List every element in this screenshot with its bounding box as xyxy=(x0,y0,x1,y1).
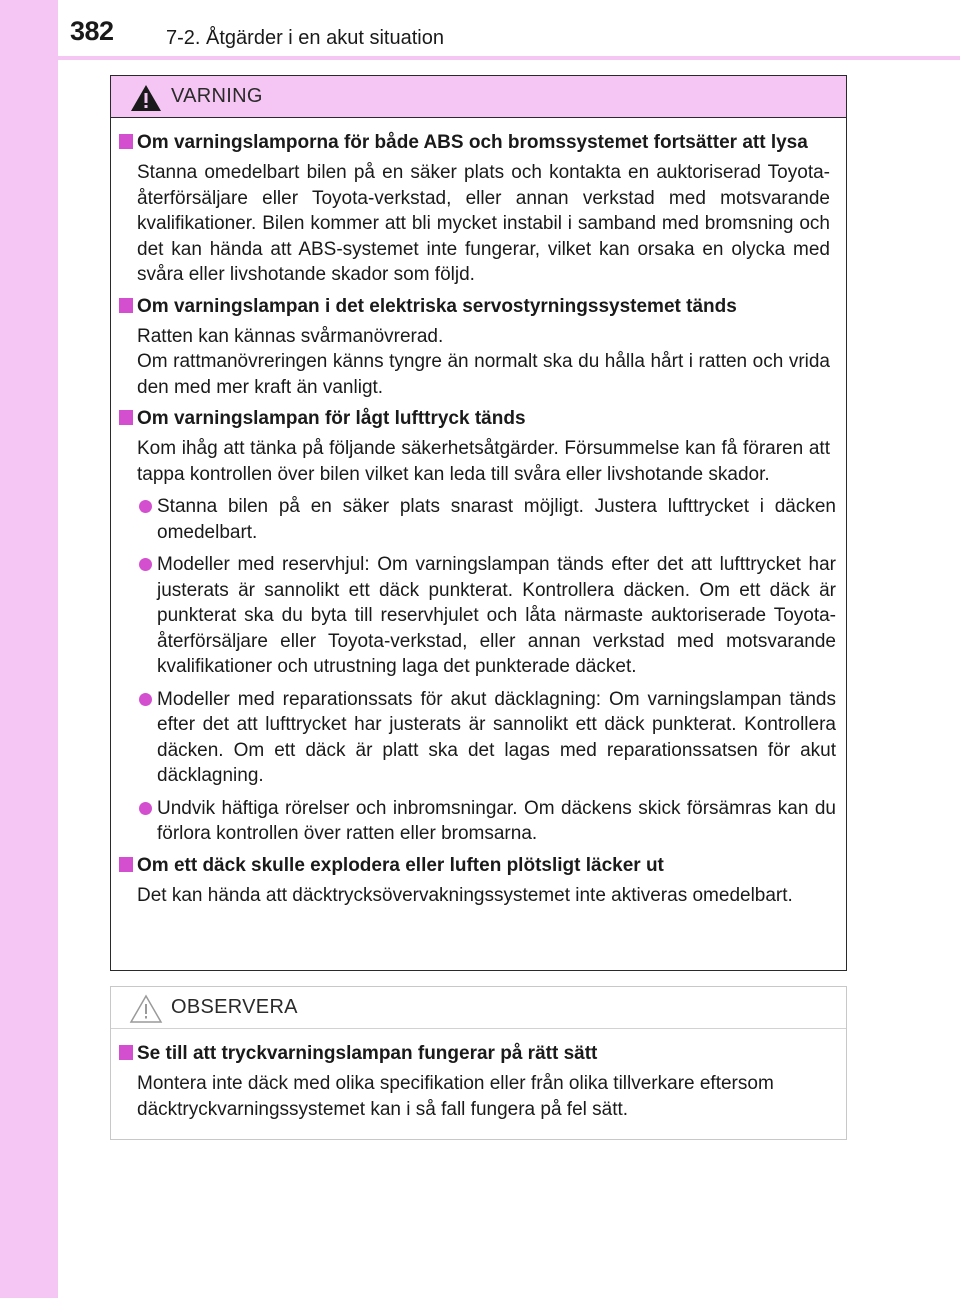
warning-triangle-filled-icon xyxy=(129,83,163,113)
warning-item xyxy=(119,406,836,847)
square-bullet-icon xyxy=(119,298,133,313)
notice-label: OBSERVERA xyxy=(171,996,298,1018)
round-bullet-icon xyxy=(139,558,152,571)
item-heading-text: Om varningslampan för lågt lufttryck tänds xyxy=(137,408,526,429)
item-paragraph: Stanna omedelbart bilen på en säker plats och kontakta en auktoriserad Toyota-återförsäljare eller Toyota-verkstad, eller annan verkstad med motsvarande kvalifikationer. Bilen kommer att bli mycket instabil i samband med bromsning och det kan hända att ABS-systemet inte fungerar, vilket kan orsaka en olycka med svåra eller livshotande skador som följd. xyxy=(137,162,830,285)
round-bullet-icon xyxy=(139,693,152,706)
square-bullet-icon xyxy=(119,134,133,149)
warning-box-header xyxy=(111,76,846,118)
warning-item xyxy=(119,130,836,288)
warning-box-body xyxy=(111,118,846,908)
section-title: 7-2. Åtgärder i en akut situation xyxy=(166,27,444,49)
item-paragraph: Det kan hända att däcktrycksövervakningssystemet inte aktiveras omedelbart. xyxy=(137,884,793,906)
item-heading xyxy=(119,130,836,155)
item-heading-text: Om varningslamporna för både ABS och bromssystemet fortsätter att lysa xyxy=(137,132,808,153)
list-item-text: Modeller med reservhjul: Om varningslampan tänds efter det att lufttrycket har justerats är sannolikt ett däck punkterat. Kontrollera däcken. Om ett däck är punkterat ska du byta till reservhjulet och låta närmaste auktoriserade Toyota-återförsäljare eller Toyota-verkstad, eller annan verkstad med motsvarande kvalifikationer och utrustning laga det punkterade däcket. xyxy=(157,554,836,677)
warning-label: VARNING xyxy=(171,85,263,107)
item-paragraph: Montera inte däck med olika specifikation eller från olika tillverkare eftersom däcktryckvarningssystemet kan i så fall fungera på fel sätt. xyxy=(137,1073,774,1120)
page-number: 382 xyxy=(70,16,114,46)
square-bullet-icon xyxy=(119,1045,133,1060)
list-item xyxy=(119,494,836,545)
list-item-text: Modeller med reparationssats för akut däcklagning: Om varningslampan tänds efter det att lufttrycket har justerats är sannolikt ett däck punkterat. Kontrollera däcken. Om ett däck är platt ska det lagas med reparationssatsen för akut däcklagning. xyxy=(157,688,836,786)
list-item-text: Stanna bilen på en säker plats snarast möjligt. Justera lufttrycket i däcken omedelbart. xyxy=(157,496,836,543)
list-item-text: Undvik häftiga rörelser och inbromsningar. Om däckens skick försämras kan du förlora kontrollen över ratten eller bromsarna. xyxy=(157,797,836,844)
item-heading xyxy=(119,294,836,319)
list-item xyxy=(119,687,836,789)
left-color-band xyxy=(0,0,58,1298)
square-bullet-icon xyxy=(119,857,133,872)
notice-box-body xyxy=(111,1029,846,1122)
notice-box-header xyxy=(111,987,846,1029)
caution-triangle-outline-icon xyxy=(129,994,163,1024)
item-heading xyxy=(119,406,836,431)
item-paragraph: Ratten kan kännas svårmanövrerad. xyxy=(137,325,444,347)
warning-item xyxy=(119,294,836,401)
notice-item xyxy=(119,1041,836,1122)
square-bullet-icon xyxy=(119,410,133,425)
item-heading xyxy=(119,853,836,878)
item-heading-text: Om ett däck skulle explodera eller luften plötsligt läcker ut xyxy=(137,854,664,876)
item-heading xyxy=(119,1041,836,1066)
round-bullet-icon xyxy=(139,802,152,815)
item-paragraph: Om rattmanövreringen känns tyngre än normalt ska du hålla hårt i ratten och vrida den med mer kraft än vanligt. xyxy=(137,351,830,398)
warning-item xyxy=(119,853,836,909)
list-item xyxy=(119,552,836,680)
header-rule xyxy=(58,56,960,60)
notice-box xyxy=(110,986,847,1140)
round-bullet-icon xyxy=(139,500,152,513)
warning-box xyxy=(110,75,847,971)
item-heading-text: Om varningslampan i det elektriska servostyrningssystemet tänds xyxy=(137,295,737,317)
item-paragraph: Kom ihåg att tänka på följande säkerhetsåtgärder. Försummelse kan få föraren att tappa kontrollen över bilen vilket kan leda till svåra eller livshotande skador. xyxy=(137,438,830,485)
list-item xyxy=(119,796,836,847)
item-heading-text: Se till att tryckvarningslampan fungerar på rätt sätt xyxy=(137,1043,598,1064)
